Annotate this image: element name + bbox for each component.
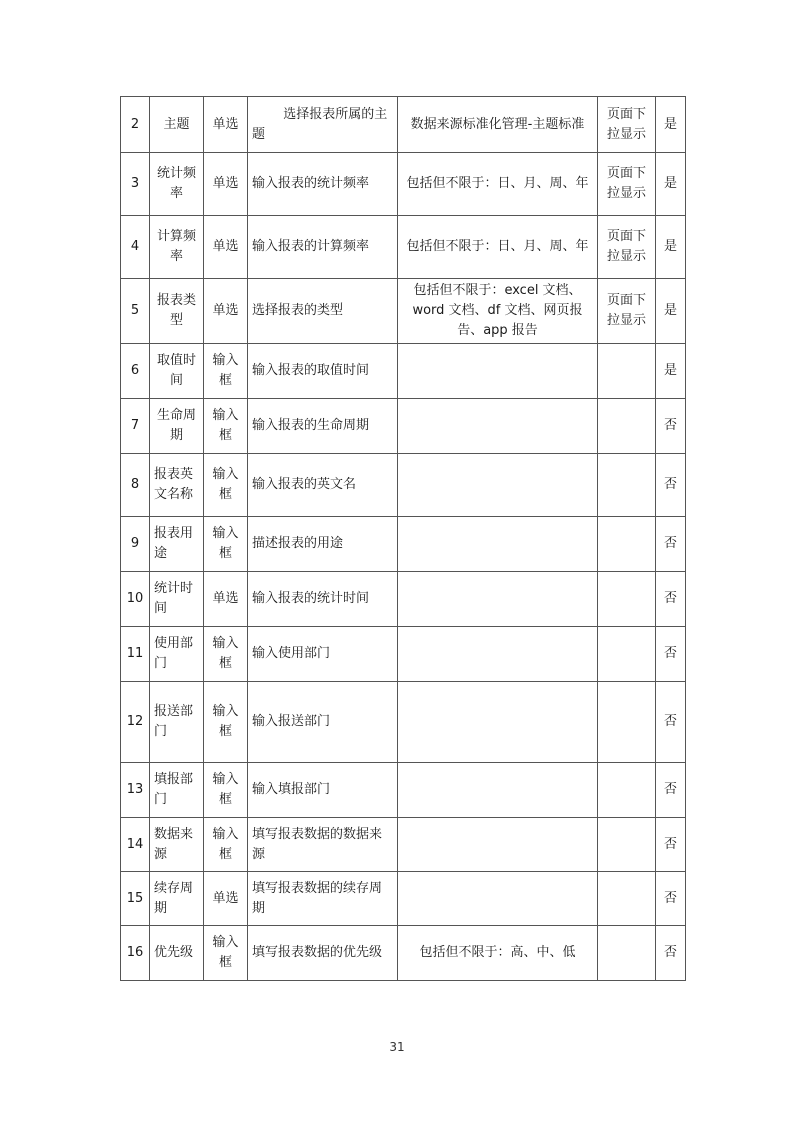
- field-name: 报送部门: [150, 682, 204, 763]
- field-note: [398, 818, 598, 872]
- field-description: 输入报表的生命周期: [248, 399, 398, 454]
- field-description: 输入报送部门: [248, 682, 398, 763]
- display-mode: [598, 399, 656, 454]
- control-type: 输入框: [204, 627, 248, 682]
- control-type: 输入框: [204, 517, 248, 572]
- control-type: 输入框: [204, 818, 248, 872]
- field-description: 填写报表数据的数据来源: [248, 818, 398, 872]
- field-name: 统计频率: [150, 153, 204, 216]
- row-number: 4: [121, 216, 150, 279]
- control-type: 单选: [204, 279, 248, 344]
- control-type: 单选: [204, 572, 248, 627]
- field-note: 包括但不限于：日、月、周、年: [398, 216, 598, 279]
- row-number: 5: [121, 279, 150, 344]
- table-row: [121, 517, 686, 572]
- control-type: 单选: [204, 97, 248, 153]
- control-type: 输入框: [204, 926, 248, 981]
- field-name: 使用部门: [150, 627, 204, 682]
- required-flag: 否: [656, 872, 686, 926]
- table-row: [121, 818, 686, 872]
- field-name: 统计时间: [150, 572, 204, 627]
- display-mode: [598, 926, 656, 981]
- required-flag: 否: [656, 517, 686, 572]
- field-note: [398, 627, 598, 682]
- required-flag: 否: [656, 454, 686, 517]
- field-note: [398, 682, 598, 763]
- field-name: 取值时间: [150, 344, 204, 399]
- field-name: 优先级: [150, 926, 204, 981]
- required-flag: 是: [656, 97, 686, 153]
- control-type: 输入框: [204, 454, 248, 517]
- row-number: 11: [121, 627, 150, 682]
- field-description: 输入报表的统计频率: [248, 153, 398, 216]
- row-number: 8: [121, 454, 150, 517]
- row-number: 13: [121, 763, 150, 818]
- field-name: 续存周期: [150, 872, 204, 926]
- field-note: 包括但不限于：高、中、低: [398, 926, 598, 981]
- field-note: 数据来源标准化管理-主题标准: [398, 97, 598, 153]
- table-row: [121, 399, 686, 454]
- required-flag: 否: [656, 682, 686, 763]
- field-description: 填写报表数据的优先级: [248, 926, 398, 981]
- table-row: [121, 572, 686, 627]
- table-row: [121, 153, 686, 216]
- control-type: 输入框: [204, 682, 248, 763]
- row-number: 6: [121, 344, 150, 399]
- field-name: 数据来源: [150, 818, 204, 872]
- display-mode: 页面下拉显示: [598, 279, 656, 344]
- field-description: 输入报表的统计时间: [248, 572, 398, 627]
- field-description: 选择报表的类型: [248, 279, 398, 344]
- required-flag: 是: [656, 344, 686, 399]
- row-number: 14: [121, 818, 150, 872]
- row-number: 2: [121, 97, 150, 153]
- field-name: 报表类型: [150, 279, 204, 344]
- field-name: 主题: [150, 97, 204, 153]
- table-row: [121, 344, 686, 399]
- control-type: 输入框: [204, 763, 248, 818]
- field-description: 输入使用部门: [248, 627, 398, 682]
- display-mode: 页面下拉显示: [598, 216, 656, 279]
- field-description: 选择报表所属的主题: [248, 97, 398, 153]
- field-note: 包括但不限于：日、月、周、年: [398, 153, 598, 216]
- display-mode: 页面下拉显示: [598, 153, 656, 216]
- table-row: [121, 926, 686, 981]
- field-description: 描述报表的用途: [248, 517, 398, 572]
- required-flag: 是: [656, 216, 686, 279]
- row-number: 3: [121, 153, 150, 216]
- field-note: [398, 517, 598, 572]
- required-flag: 否: [656, 399, 686, 454]
- field-name: 生命周期: [150, 399, 204, 454]
- field-name: 计算频率: [150, 216, 204, 279]
- field-description: 填写报表数据的续存周期: [248, 872, 398, 926]
- field-note: [398, 763, 598, 818]
- display-mode: [598, 872, 656, 926]
- row-number: 15: [121, 872, 150, 926]
- control-type: 单选: [204, 872, 248, 926]
- table-body: [121, 97, 686, 981]
- display-mode: [598, 572, 656, 627]
- table-row: [121, 627, 686, 682]
- field-description: 输入填报部门: [248, 763, 398, 818]
- field-name: 报表英文名称: [150, 454, 204, 517]
- display-mode: [598, 682, 656, 763]
- required-flag: 否: [656, 572, 686, 627]
- field-description: 输入报表的计算频率: [248, 216, 398, 279]
- field-note: 包括但不限于：excel 文档、word 文档、df 文档、网页报告、app 报告: [398, 279, 598, 344]
- field-description: 输入报表的英文名: [248, 454, 398, 517]
- table-row: [121, 97, 686, 153]
- field-note: [398, 454, 598, 517]
- field-name: 填报部门: [150, 763, 204, 818]
- control-type: 输入框: [204, 344, 248, 399]
- row-number: 10: [121, 572, 150, 627]
- field-spec-table: [120, 96, 686, 981]
- table-row: [121, 872, 686, 926]
- table-row: [121, 279, 686, 344]
- required-flag: 是: [656, 279, 686, 344]
- display-mode: [598, 454, 656, 517]
- display-mode: 页面下拉显示: [598, 97, 656, 153]
- row-number: 16: [121, 926, 150, 981]
- required-flag: 否: [656, 763, 686, 818]
- required-flag: 否: [656, 818, 686, 872]
- control-type: 单选: [204, 153, 248, 216]
- table-row: [121, 216, 686, 279]
- required-flag: 是: [656, 153, 686, 216]
- row-number: 12: [121, 682, 150, 763]
- table-row: [121, 682, 686, 763]
- table-row: [121, 763, 686, 818]
- display-mode: [598, 517, 656, 572]
- display-mode: [598, 627, 656, 682]
- display-mode: [598, 818, 656, 872]
- field-note: [398, 872, 598, 926]
- control-type: 单选: [204, 216, 248, 279]
- display-mode: [598, 344, 656, 399]
- table-row: [121, 454, 686, 517]
- field-note: [398, 399, 598, 454]
- field-description: 输入报表的取值时间: [248, 344, 398, 399]
- row-number: 7: [121, 399, 150, 454]
- display-mode: [598, 763, 656, 818]
- page-number: 31: [389, 1040, 405, 1054]
- field-name: 报表用途: [150, 517, 204, 572]
- field-note: [398, 344, 598, 399]
- required-flag: 否: [656, 926, 686, 981]
- field-note: [398, 572, 598, 627]
- control-type: 输入框: [204, 399, 248, 454]
- required-flag: 否: [656, 627, 686, 682]
- row-number: 9: [121, 517, 150, 572]
